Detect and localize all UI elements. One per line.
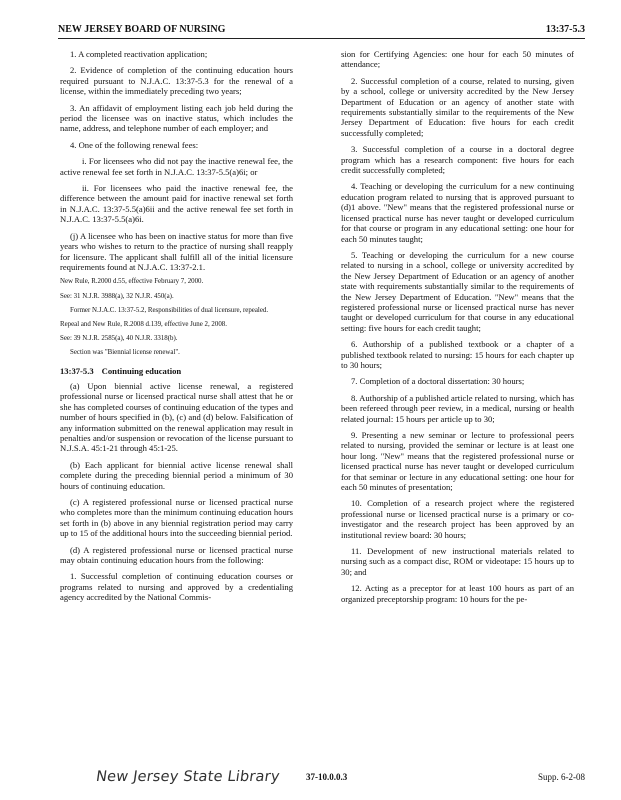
- history-note: Former N.J.A.C. 13:37-5.2, Responsibilities of dual licensure, repealed.: [70, 306, 269, 314]
- list-item: 2. Evidence of completion of the continuing education hours required pursuant to N.J.A.C. 13:37-5.3 for the renewal of a license, within the immediately preceding two years;: [60, 65, 293, 97]
- list-item: 3. An affidavit of employment listing each job held during the period the licensee was on inactive status, which includes the name, address, and telephone number of each employer; and: [60, 102, 293, 134]
- list-item: 4. Teaching or developing the curriculum for a new continuing education program related to nursing that is approved pursuant to (d)1 above. "New" means that the registered professional nurse or licensed practical nurse has never taught or developed curriculum for that course or program in any educational setting: one hour for each 50 minutes taught;: [341, 181, 574, 244]
- list-item: 3. Successful completion of a course in a doctoral degree program which has a research component: five hours for each credit successfully completed;: [341, 144, 574, 176]
- list-item: 9. Presenting a new seminar or lecture to professional peers related to nursing, provided the seminar or lecture is at least one hour long. "New" means that the registered professional nurse or licensed practical nurse has never taught or developed curriculum for that seminar or lecture in any educational setting: one hour for each 50 minutes of presentation;: [341, 430, 574, 493]
- list-item: 5. Teaching or developing the curriculum for a new course related to nursing in a school, college or university accredited by the New Jersey Department of Education or an agency of another state with requirements substantially similar to the requirements of the New Jersey Department of Education. "New" means that the registered professional nurse or licensed practical nurse has never taught or developed curriculum for that course in any educational setting: five hours for each credit taught;: [341, 249, 574, 333]
- library-watermark: New Jersey State Library: [94, 769, 281, 785]
- list-item: 1. A completed reactivation application;: [70, 49, 208, 59]
- supplement-date: Supp. 6-2-08: [538, 772, 585, 782]
- history-note: Section was "Biennial license renewal".: [70, 349, 180, 357]
- paragraph: sion for Certifying Agencies: one hour for each 50 minutes of attendance;: [341, 49, 574, 70]
- page-footer: [58, 769, 585, 789]
- list-item: 11. Development of new instructional materials related to nursing such as a compact disc, ROM or videotape: 15 hours up to 30; and: [341, 546, 574, 577]
- paragraph: 1. Successful completion of continuing education courses or programs related to nursing and approved by a credentialing agency accredited by the National Commis-: [60, 571, 293, 603]
- section-heading: [60, 366, 293, 376]
- history-note: New Rule, R.2000 d.55, effective February 7, 2000.: [60, 278, 204, 286]
- header-title: NEW JERSEY BOARD OF NURSING: [58, 24, 226, 35]
- right-column: [341, 49, 574, 610]
- section-title: Continuing education: [101, 365, 182, 376]
- list-item: 10. Completion of a research project where the registered professional nurse or licensed practical nurse is a primary or co-investigator and the research project has been approved by an institutional review board: 30 hours;: [341, 498, 574, 540]
- list-item: 6. Authorship of a published textbook or a chapter of a published textbook related to nursing: 15 hours for each chapter up to 30 hours;: [341, 339, 574, 370]
- paragraph: (d) A registered professional nurse or licensed practical nurse may obtain continuing education hours from the following:: [60, 544, 293, 566]
- list-item: 8. Authorship of a published article related to nursing, which has been refereed through peer review, in a medical, nursing or health related journal: 15 hours per article up to 30;: [341, 392, 574, 424]
- header-section-number: 13:37-5.3: [545, 24, 585, 35]
- history-notes: [60, 278, 293, 357]
- left-column: [60, 49, 293, 609]
- history-note: See: 39 N.J.R. 2585(a), 40 N.J.R. 3318(b).: [60, 335, 178, 343]
- history-note: Repeal and New Rule, R.2008 d.139, effective June 2, 2008.: [60, 320, 227, 328]
- history-note: See: 31 N.J.R. 3988(a), 32 N.J.R. 450(a).: [60, 292, 174, 300]
- list-item: 12. Acting as a preceptor for at least 100 hours as part of an organized preceptorship program: 10 hours for the pe-: [341, 583, 574, 604]
- page-number: 37-10.0.0.3: [306, 772, 348, 782]
- sub-list-item: i. For licensees who did not pay the inactive renewal fee, the active renewal fee set forth in N.J.A.C. 13:37-5.5(a)6i; or: [60, 156, 293, 177]
- paragraph: (c) A registered professional nurse or licensed practical nurse who completes more than the minimum continuing education hours set forth in (b) above in any biennial registration period may carry up to 15 of the additional hours into the succeeding biennial period.: [60, 497, 293, 539]
- paragraph-j: (j) A licensee who has been on inactive status for more than five years who wishes to return to the practice of nursing shall reapply for licensure. The applicant shall fulfill all of the initial licensure requirements found at N.J.A.C. 13:37-2.1.: [60, 230, 293, 272]
- paragraph: (a) Upon biennial active license renewal, a registered professional nurse or licensed practical nurse shall attest that he or she has completed courses of continuing education of the types and number of hours specified in (b), (c) and (d) below. Falsification of any information submitted on the renewal application may result in penalties and/or suspension or revocation of the license pursuant to N.J.S.A. 45:1-21 through 45:1-25.: [60, 380, 293, 454]
- sub-list-item: ii. For licensees who paid the inactive renewal fee, the difference between the amount paid for inactive renewal set forth in N.J.A.C. 13:37-5.5(a)6ii and the active renewal fee set forth in N.J.A.C. 13:37-5.5(a)6i.: [60, 183, 293, 225]
- paragraph: (b) Each applicant for biennial active license renewal shall complete during the preceding biennial period a minimum of 30 hours of continuing education.: [60, 459, 293, 491]
- section-number: 13:37-5.3: [60, 365, 94, 376]
- list-item: 2. Successful completion of a course, related to nursing, given by a school, college or university accredited by the New Jersey Department of Education or an agency of another state with requirements substantially similar to the requirements of the New Jersey Department of Education: five hours for each credit successfully completed;: [341, 75, 574, 138]
- list-item: 7. Completion of a doctoral dissertation: 30 hours;: [351, 376, 525, 387]
- list-item: 4. One of the following renewal fees:: [70, 139, 199, 150]
- running-header: [58, 22, 585, 39]
